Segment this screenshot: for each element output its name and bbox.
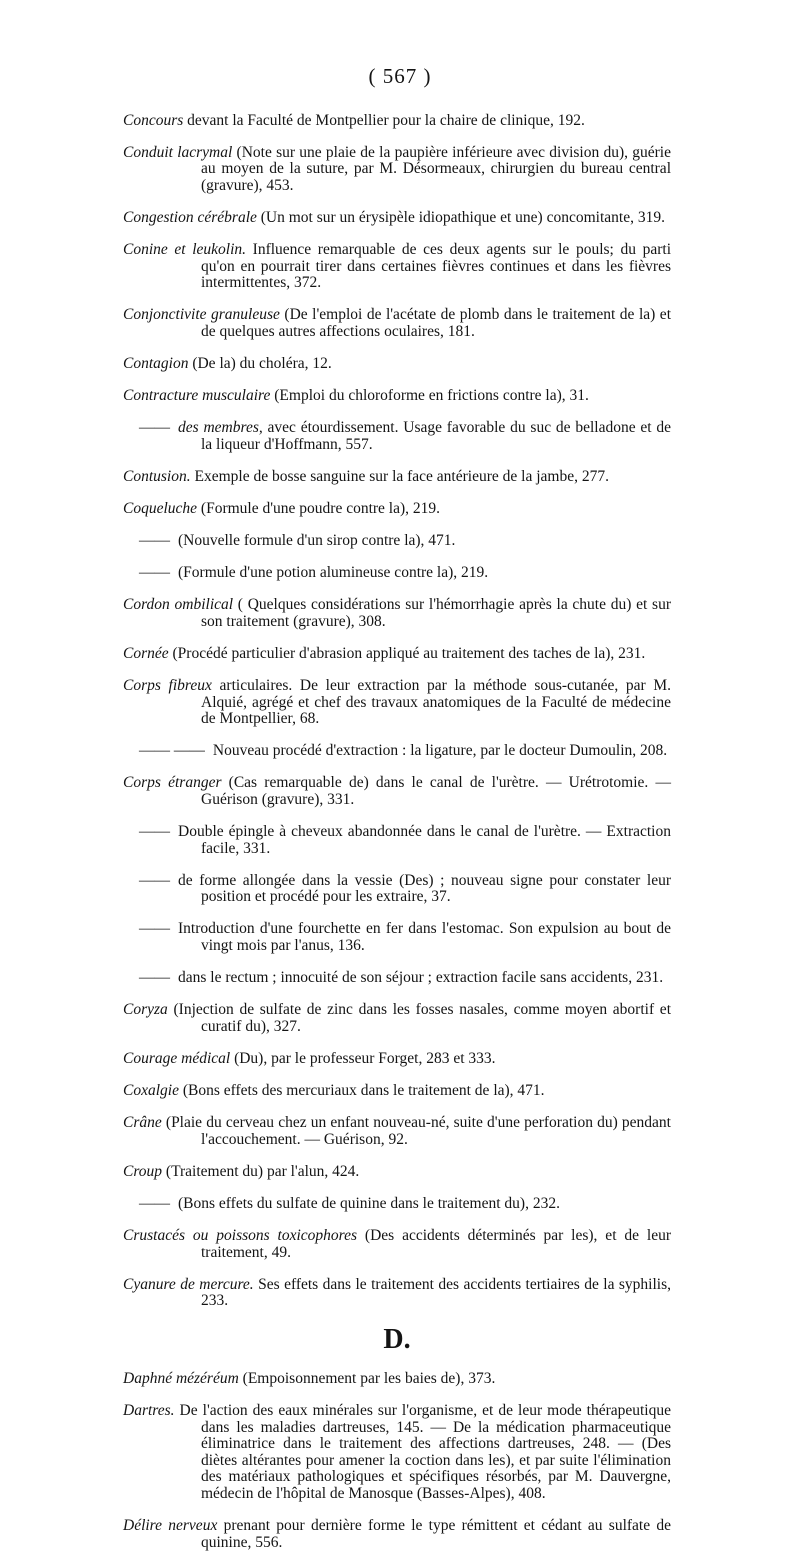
entry-text: (Formule d'une potion alumineuse contre la), 219. (178, 564, 489, 582)
index-entry (123, 1115, 671, 1148)
entry-heading: Crâne (123, 1114, 162, 1132)
entry-heading: Croup (123, 1162, 163, 1180)
entry-text: devant la Faculté de Montpellier pour la chaire de clinique, 192. (183, 111, 585, 129)
entry-heading: Contusion. (123, 467, 191, 485)
entry-heading: Contracture musculaire (123, 387, 271, 405)
index-entry (123, 469, 671, 486)
index-entry (123, 1371, 671, 1388)
index-entry (123, 533, 671, 550)
entry-text: prenant pour dernière forme le type rémittent et cédant au sulfate de quinine, 556. (201, 1516, 671, 1551)
entry-text: (Un mot sur un érysipèle idiopathique et une) concomitante, 319. (256, 208, 665, 226)
ditto-dash: —— (139, 969, 170, 987)
index-entry (123, 565, 671, 582)
entry-text: (Note sur une plaie de la paupière inférieure avec division du), guérie au moyen de la suture, par M. Désormeaux, chirurgien du bureau central (gravure), 453. (201, 143, 671, 194)
entry-heading: Coryza (123, 1001, 168, 1019)
ditto-dash: —— (139, 564, 170, 582)
index-entry (123, 1002, 671, 1035)
entry-text: (Du), par le professeur Forget, 283 et 333. (230, 1049, 496, 1067)
entry-heading: Contagion (123, 354, 189, 372)
index-entry (123, 1518, 671, 1551)
index-entry (123, 242, 671, 292)
page-number: ( 567 ) (368, 64, 432, 88)
entries-d (123, 1371, 671, 1551)
index-column (123, 97, 671, 1567)
index-entry (123, 921, 671, 954)
entry-text: (Empoisonnement par les baies de), 373. (238, 1369, 496, 1387)
entry-heading: Daphné mézéréum (123, 1369, 239, 1387)
index-entry (123, 210, 671, 227)
index-entry (123, 388, 671, 405)
entry-text: (Des accidents déterminés par les), et de leur traitement, 49. (201, 1226, 671, 1261)
index-entry (123, 1083, 671, 1100)
ditto-dash: —— (139, 532, 170, 549)
entry-text: (Traitement du) par l'alun, 424. (162, 1162, 360, 1180)
entry-text: de forme allongée dans la vessie (Des) ; nouveau signe pour constater leur position et procédé pour les extraire, 37. (178, 871, 671, 906)
entry-text: (Bons effets du sulfate de quinine dans le traitement du), 232. (178, 1194, 560, 1212)
entry-heading: Conine et leukolin. (123, 240, 247, 258)
entry-text: (Plaie du cerveau chez un enfant nouveau-né, suite d'une perforation du) pendant l'accouchement. — Guérison, 92. (161, 1114, 671, 1148)
entry-text: (Nouvelle formule d'un sirop contre la), 471. (178, 532, 456, 549)
entry-text: Ses effets dans le traitement des accidents tertiaires de la syphilis, 233. (201, 1275, 671, 1310)
entry-heading: des membres, (178, 419, 263, 437)
entry-heading: Corps fibreux (123, 676, 212, 694)
entry-heading: Coqueluche (123, 499, 198, 517)
entry-text: (Formule d'une poudre contre la), 219. (197, 499, 441, 517)
index-entry (123, 970, 671, 987)
entry-text: (Emploi du chloroforme en frictions contre la), 31. (270, 387, 589, 405)
index-entry (123, 873, 671, 906)
entry-text: Double épingle à cheveux abandonnée dans le canal de l'urètre. — Extraction facile, 331. (178, 823, 671, 857)
index-entry (123, 1196, 671, 1213)
ditto-dash: —— (139, 823, 170, 841)
entry-heading: Courage médical (123, 1049, 231, 1067)
entry-text: (Injection de sulfate de zinc dans les fosses nasales, comme moyen abortif et curatif du), 327. (167, 1001, 671, 1035)
entry-text: dans le rectum ; innocuité de son séjour ; extraction facile sans accidents, 231. (178, 969, 664, 987)
entry-text: ( Quelques considérations sur l'hémorrhagie après la chute du) et sur son traitement (gravure), 308. (201, 596, 671, 630)
entry-heading: Cordon ombilical (123, 596, 234, 614)
entry-text: (De l'emploi de l'acétate de plomb dans le traitement de la) et de quelques autres affections oculaires, 181. (201, 306, 671, 340)
entry-heading: Conduit lacrymal (123, 143, 233, 161)
entry-heading: Coxalgie (123, 1081, 179, 1099)
index-entry (123, 1051, 671, 1068)
ditto-dash: —— (139, 920, 170, 938)
index-entry (123, 356, 671, 373)
entry-text: (De la) du choléra, 12. (188, 354, 332, 372)
entry-text: (Procédé particulier d'abrasion appliqué au traitement des taches de la), 231. (168, 644, 646, 662)
index-entry (123, 597, 671, 630)
index-entry (123, 1403, 671, 1503)
entry-heading: Cyanure de mercure. (123, 1275, 254, 1293)
ditto-dash: —— (139, 419, 170, 437)
entry-text: Influence remarquable de ces deux agents sur le pouls; du parti qu'on en pourrait tirer dans certaines fièvres continues et dans les fièvres intermittentes, 372. (201, 240, 671, 292)
ditto-dash: —— (139, 1194, 170, 1212)
index-entry (123, 678, 671, 728)
entry-text: avec étourdissement. Usage favorable du suc de belladone et de la liqueur d'Hoffmann, 557. (201, 419, 672, 453)
index-entry (123, 775, 671, 808)
index-entry (123, 420, 671, 453)
entry-heading: Cornée (123, 644, 169, 662)
entry-heading: Conjonctivite granuleuse (123, 306, 280, 324)
entry-text: (Cas remarquable de) dans le canal de l'urètre. — Urétrotomie. — Guérison (gravure), 331. (201, 774, 671, 808)
entry-heading: Concours (123, 111, 184, 129)
index-entry (123, 1277, 671, 1310)
entry-heading: Crustacés ou poissons toxicophores (123, 1226, 358, 1244)
entry-heading: Délire nerveux (123, 1516, 218, 1534)
entries-c (123, 113, 671, 1310)
entry-heading: Dartres. (123, 1401, 175, 1419)
section-letter: D. (383, 1324, 411, 1356)
entry-text: articulaires. De leur extraction par la méthode sous-cutanée, par M. Alquié, agrégé et chef des travaux anatomiques de la Faculté de médecine de Montpellier, 68. (201, 676, 671, 728)
entry-text: De l'action des eaux minérales sur l'organisme, et de leur mode thérapeutique dans les maladies dartreuses, 145. — De la médication pharmaceutique éliminatrice dans le traitement des affections dartreuses, 248. — (Des diètes altérantes pour amener la coction dans les), et par suite l'élimination des matériaux pathologiques et spécifiques résorbés, par M. Dauvergne, médecin de l'hôpital de Manosque (Basses-Alpes), 408. (174, 1401, 671, 1502)
entry-heading: Corps étranger (123, 774, 222, 792)
index-entry (123, 1228, 671, 1261)
entry-heading: Congestion cérébrale (123, 208, 257, 226)
entry-text: (Bons effets des mercuriaux dans le traitement de la), 471. (178, 1081, 545, 1099)
index-entry (123, 145, 671, 195)
index-entry (123, 1164, 671, 1181)
ditto-dash: —— (139, 871, 170, 889)
index-entry (123, 501, 671, 518)
ditto-dash: —— —— (139, 742, 205, 760)
index-entry (123, 743, 671, 760)
entry-text: Exemple de bosse sanguine sur la face antérieure de la jambe, 277. (190, 467, 609, 485)
index-entry (123, 307, 671, 340)
index-entry (123, 646, 671, 663)
entry-text: Introduction d'une fourchette en fer dans l'estomac. Son expulsion au bout de vingt mois par l'anus, 136. (178, 920, 671, 954)
index-entry (123, 113, 671, 130)
index-entry (123, 824, 671, 857)
entry-text: Nouveau procédé d'extraction : la ligature, par le docteur Dumoulin, 208. (212, 742, 668, 760)
